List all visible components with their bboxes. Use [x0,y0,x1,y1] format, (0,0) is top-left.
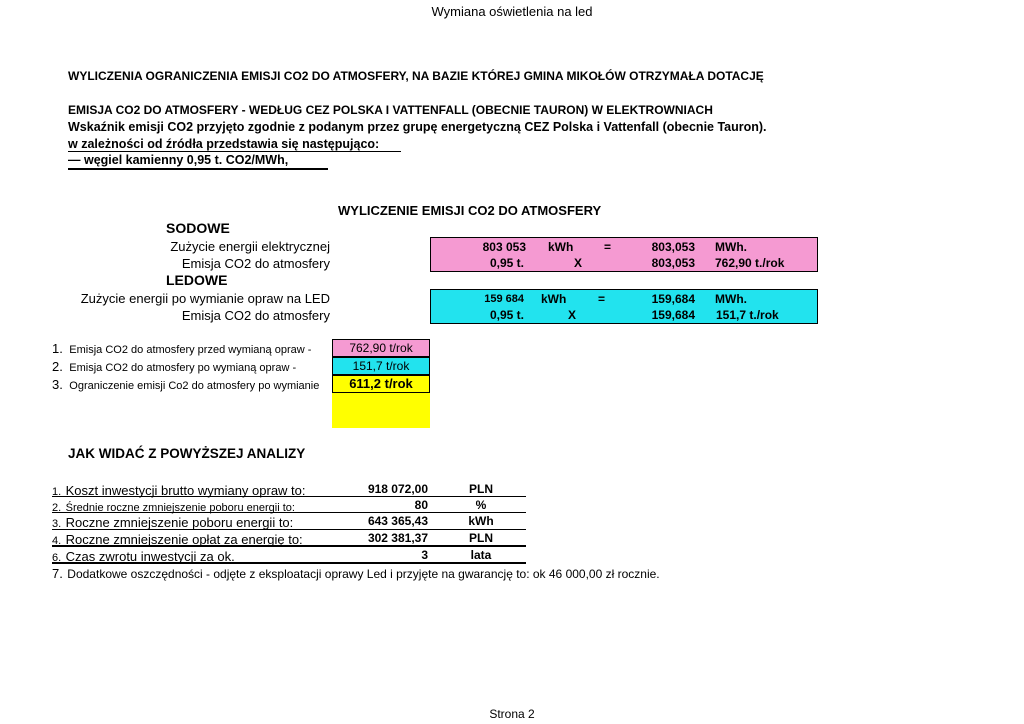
sodowe-r1-unit: kWh [548,240,574,254]
analysis-heading: JAK WIDAĆ Z POWYŻSZEJ ANALIZY [68,446,306,461]
summary-label: Ograniczenie emisji Co2 do atmosfery po wymianie [69,380,320,392]
analysis-row-divider [52,529,526,530]
ledowe-r1-unit: kWh [541,292,567,306]
analysis-unit: lata [470,548,492,562]
intro-line-3: — węgiel kamienny 0,95 t. CO2/MWh, [68,153,289,167]
ledowe-r2-result: 151,7 t./rok [716,308,779,322]
analysis-row-divider [52,562,526,564]
analysis-label: Średnie roczne zmniejszenie poboru energii to: [65,502,295,514]
ledowe-r1-equals: = [598,292,606,306]
ledowe-r1-mwh-unit: MWh. [715,292,747,306]
sodowe-r1-value: 803 053 [482,240,526,254]
main-heading: WYLICZENIA OGRANICZENIA EMISJI CO2 DO ATMOSFERY, NA BAZIE KTÓREJ GMINA MIKOŁÓW OTRZYMAŁA DOTACJĘ [68,69,764,83]
summary-yellow-block [332,393,430,428]
sodowe-r1-mwh-unit: MWh. [715,240,747,254]
summary-row-1 [52,340,311,358]
sodowe-row1-label: Zużycie energii elektrycznej [170,239,330,254]
analysis-unit: PLN [469,482,493,496]
summary-value-1: 762,90 t/rok [332,339,430,357]
summary-num: 1. [52,341,63,356]
intro-line-2-underline [68,151,401,152]
analysis-row-divider [52,545,526,547]
analysis-label: Roczne zmniejszenie poboru energii to: [65,515,294,530]
subheading: EMISJA CO2 DO ATMOSFERY - WEDŁUG CEZ POLSKA I VATTENFALL (OBECNIE TAURON) W ELEKTROWNIACH [68,103,713,117]
sodowe-r2-factor: 0,95 t. [489,256,524,270]
page-header-title: Wymiana oświetlenia na led [431,4,593,19]
sodowe-r1-equals: = [604,240,612,254]
summary-label: Emisja CO2 do atmosfery po wymianą opraw - [69,362,297,374]
analysis-num: 3. [52,518,62,530]
analysis-num: 7. [52,566,63,581]
summary-row-3 [52,376,319,394]
analysis-label: Czas zwrotu inwestycji za ok. [65,549,235,564]
sodowe-label: SODOWE [166,220,230,236]
analysis-value: 918 072,00 [367,482,428,496]
sodowe-r1-mwh: 803,053 [651,240,695,254]
analysis-unit: kWh [468,514,494,528]
sodowe-row2-label: Emisja CO2 do atmosfery [181,256,330,271]
analysis-unit: PLN [469,531,493,545]
analysis-label: Koszt inwestycji brutto wymiany opraw to: [65,483,306,498]
analysis-label: Dodatkowe oszczędności - odjęte z eksploatacji oprawy Led i przyjęte na gwarancję to: ok 46 000,00 zł rocznie. [67,567,660,581]
summary-label: Emisja CO2 do atmosfery przed wymianą opraw - [69,344,312,356]
sodowe-box [430,237,818,272]
ledowe-row1-label: Zużycie energii po wymianie opraw na LED [80,291,330,306]
summary-row-2 [52,358,296,376]
summary-num: 2. [52,359,63,374]
ledowe-r2-mwh: 159,684 [651,308,695,322]
ledowe-r1-value: 159 684 [484,293,524,305]
sodowe-r2-times: X [574,256,583,270]
analysis-row-divider [52,512,526,513]
intro-line-3-underline [68,168,328,170]
analysis-row-divider [52,496,526,497]
summary-num: 3. [52,377,63,392]
ledowe-r2-factor: 0,95 t. [489,308,524,322]
analysis-label: Roczne zmniejszenie opłat za energię to: [65,532,303,547]
analysis-num: 2. [52,502,62,514]
analysis-num: 4. [52,535,62,547]
ledowe-r1-mwh: 159,684 [651,292,695,306]
calc-title: WYLICZENIE EMISJI CO2 DO ATMOSFERY [338,203,602,218]
ledowe-box [430,289,818,324]
analysis-num: 6. [52,552,62,564]
intro-line-2: w zależności od źródła przedstawia się następująco: [68,137,380,151]
analysis-value: 643 365,43 [367,514,428,528]
summary-value-2: 151,7 t/rok [332,357,430,375]
analysis-row-7 [52,565,660,583]
ledowe-row2-label: Emisja CO2 do atmosfery [181,308,330,323]
ledowe-label: LEDOWE [166,272,228,288]
sodowe-r2-mwh: 803,053 [651,256,695,270]
analysis-value: 3 [421,548,428,562]
analysis-value: 302 381,37 [367,531,428,545]
intro-line-1: Wskaźnik emisji CO2 przyjęto zgodnie z podanym przez grupę energetyczną CEZ Polska i Vattenfall (obecnie Tauron). [68,120,767,134]
sodowe-r2-result: 762,90 t./rok [715,256,785,270]
page-footer-number: Strona 2 [489,707,535,721]
analysis-num: 1. [52,486,62,498]
analysis-value: 80 [414,498,428,512]
ledowe-r2-times: X [568,308,577,322]
analysis-unit: % [475,498,487,512]
summary-value-3: 611,2 t/rok [332,375,430,393]
